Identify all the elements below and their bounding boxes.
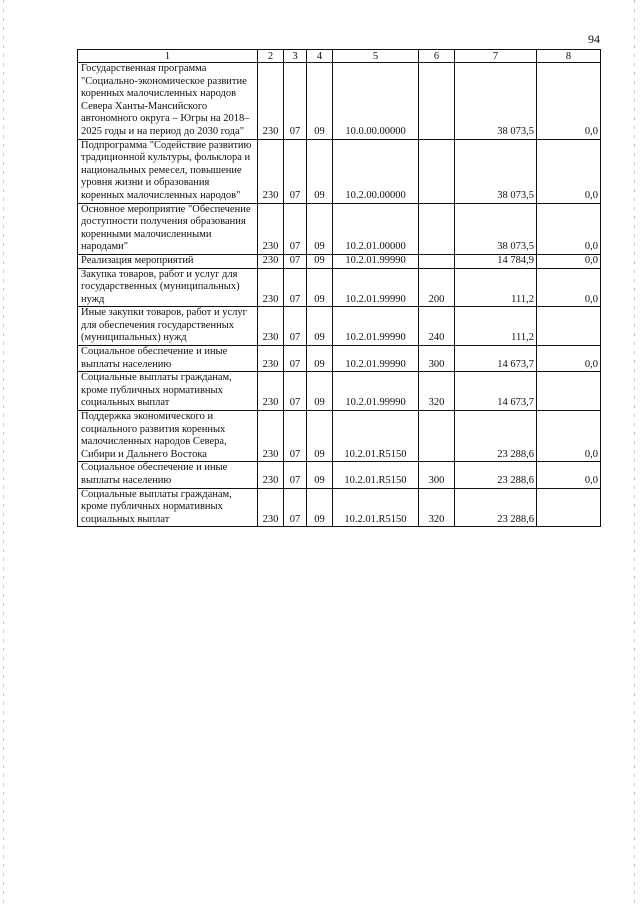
table-row — [78, 63, 601, 140]
row-name: Социальные выплаты гражданам, кроме публичных нормативных социальных выплат — [78, 488, 258, 527]
cell-col6 — [419, 411, 455, 462]
row-name: Социальное обеспечение и иные выплаты населению — [78, 346, 258, 372]
cell-col4: 09 — [307, 411, 333, 462]
row-name: Поддержка экономического и социального развития коренных малочисленных народов Севера, Сибири и Дальнего Востока — [78, 411, 258, 462]
cell-col5: 10.2.01.99990 — [333, 307, 419, 346]
cell-col4: 09 — [307, 268, 333, 307]
cell-col3: 07 — [284, 346, 307, 372]
cell-col5: 10.2.01.99990 — [333, 254, 419, 268]
cell-col7: 14 673,7 — [455, 346, 537, 372]
cell-col6 — [419, 63, 455, 140]
cell-col2: 230 — [258, 346, 284, 372]
cell-col7: 111,2 — [455, 307, 537, 346]
cell-col8: 0,0 — [537, 63, 601, 140]
cell-col4: 09 — [307, 139, 333, 203]
cell-col8: 0,0 — [537, 203, 601, 254]
cell-col8: 0,0 — [537, 462, 601, 488]
cell-col5: 10.2.01.00000 — [333, 203, 419, 254]
cell-col3: 07 — [284, 203, 307, 254]
cell-col5: 10.0.00.00000 — [333, 63, 419, 140]
header-col-4: 4 — [307, 50, 333, 63]
header-col-8: 8 — [537, 50, 601, 63]
header-col-5: 5 — [333, 50, 419, 63]
cell-col2: 230 — [258, 203, 284, 254]
row-name: Реализация мероприятий — [78, 254, 258, 268]
cell-col7: 38 073,5 — [455, 203, 537, 254]
cell-col6 — [419, 203, 455, 254]
cell-col8 — [537, 488, 601, 527]
cell-col2: 230 — [258, 63, 284, 140]
cell-col7: 38 073,5 — [455, 139, 537, 203]
row-name: Государственная программа "Социально-экономическое развитие коренных малочисленных народов Севера Ханты-Мансийского автономного округа – Югры на 2018–2025 годы и на период до 2030 года" — [78, 63, 258, 140]
header-col-1: 1 — [78, 50, 258, 63]
cell-col2: 230 — [258, 488, 284, 527]
table-row — [78, 372, 601, 411]
row-name: Социальное обеспечение и иные выплаты населению — [78, 462, 258, 488]
header-col-7: 7 — [455, 50, 537, 63]
cell-col3: 07 — [284, 268, 307, 307]
cell-col4: 09 — [307, 307, 333, 346]
cell-col6: 200 — [419, 268, 455, 307]
cell-col4: 09 — [307, 63, 333, 140]
cell-col5: 10.2.01.R5150 — [333, 462, 419, 488]
table-row — [78, 139, 601, 203]
cell-col5: 10.2.01.99990 — [333, 268, 419, 307]
table-row — [78, 462, 601, 488]
cell-col4: 09 — [307, 462, 333, 488]
cell-col7: 23 288,6 — [455, 411, 537, 462]
cell-col8: 0,0 — [537, 254, 601, 268]
cell-col2: 230 — [258, 307, 284, 346]
table-row — [78, 346, 601, 372]
cell-col3: 07 — [284, 139, 307, 203]
table-row — [78, 203, 601, 254]
cell-col6: 320 — [419, 488, 455, 527]
cell-col4: 09 — [307, 203, 333, 254]
table-row — [78, 307, 601, 346]
row-name: Иные закупки товаров, работ и услуг для обеспечения государственных (муниципальных) нужд — [78, 307, 258, 346]
cell-col8 — [537, 307, 601, 346]
cell-col2: 230 — [258, 268, 284, 307]
cell-col4: 09 — [307, 254, 333, 268]
cell-col8 — [537, 372, 601, 411]
row-name: Социальные выплаты гражданам, кроме публичных нормативных социальных выплат — [78, 372, 258, 411]
cell-col5: 10.2.00.00000 — [333, 139, 419, 203]
budget-table — [77, 49, 601, 527]
cell-col7: 38 073,5 — [455, 63, 537, 140]
cell-col4: 09 — [307, 488, 333, 527]
cell-col2: 230 — [258, 411, 284, 462]
header-col-6: 6 — [419, 50, 455, 63]
cell-col6: 320 — [419, 372, 455, 411]
cell-col7: 23 288,6 — [455, 488, 537, 527]
cell-col6: 240 — [419, 307, 455, 346]
cell-col5: 10.2.01.99990 — [333, 346, 419, 372]
table-row — [78, 488, 601, 527]
cell-col5: 10.2.01.R5150 — [333, 411, 419, 462]
cell-col2: 230 — [258, 254, 284, 268]
row-name: Основное мероприятие "Обеспечение доступности получения образования коренными малочисленными народами" — [78, 203, 258, 254]
cell-col3: 07 — [284, 462, 307, 488]
cell-col8: 0,0 — [537, 411, 601, 462]
cell-col4: 09 — [307, 372, 333, 411]
scan-edge-left — [3, 0, 4, 905]
cell-col7: 111,2 — [455, 268, 537, 307]
cell-col3: 07 — [284, 372, 307, 411]
cell-col3: 07 — [284, 63, 307, 140]
header-col-3: 3 — [284, 50, 307, 63]
cell-col8: 0,0 — [537, 139, 601, 203]
row-name: Подпрограмма "Содействие развитию традиционной культуры, фольклора и национальных ремесел, повышение уровня жизни и образования коренных малочисленных народов" — [78, 139, 258, 203]
header-row — [78, 50, 601, 63]
cell-col2: 230 — [258, 139, 284, 203]
table-row — [78, 268, 601, 307]
cell-col2: 230 — [258, 372, 284, 411]
cell-col6 — [419, 254, 455, 268]
table-header — [78, 50, 601, 63]
cell-col3: 07 — [284, 307, 307, 346]
cell-col6: 300 — [419, 462, 455, 488]
cell-col7: 14 673,7 — [455, 372, 537, 411]
cell-col5: 10.2.01.R5150 — [333, 488, 419, 527]
cell-col8: 0,0 — [537, 268, 601, 307]
cell-col2: 230 — [258, 462, 284, 488]
row-name: Закупка товаров, работ и услуг для государственных (муниципальных) нужд — [78, 268, 258, 307]
cell-col4: 09 — [307, 346, 333, 372]
cell-col8: 0,0 — [537, 346, 601, 372]
table-row — [78, 254, 601, 268]
page-number: 94 — [588, 32, 600, 46]
header-col-2: 2 — [258, 50, 284, 63]
cell-col3: 07 — [284, 411, 307, 462]
scan-edge-right — [634, 0, 635, 905]
table-row — [78, 411, 601, 462]
cell-col3: 07 — [284, 254, 307, 268]
cell-col6: 300 — [419, 346, 455, 372]
cell-col5: 10.2.01.99990 — [333, 372, 419, 411]
cell-col7: 23 288,6 — [455, 462, 537, 488]
cell-col6 — [419, 139, 455, 203]
cell-col7: 14 784,9 — [455, 254, 537, 268]
cell-col3: 07 — [284, 488, 307, 527]
table-body — [78, 63, 601, 527]
